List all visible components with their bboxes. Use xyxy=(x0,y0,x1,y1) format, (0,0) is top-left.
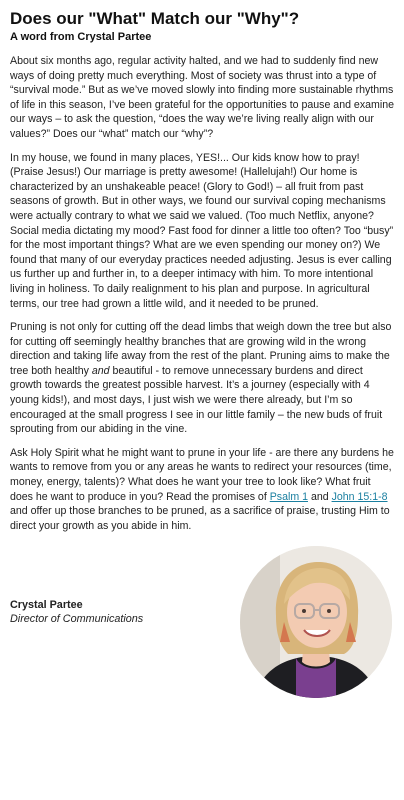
paragraph-3-part-a: Pruning is not only for cutting off the dead limbs that weigh down the tree but also for cutting off seemingly healthy branches that are growing wild in the wrong direction and taking life away from the rest of the plant. Pruning aims to make the tree both healthy xyxy=(10,321,392,377)
paragraph-3-emphasis: and xyxy=(91,364,110,377)
author-signature xyxy=(10,542,394,722)
author-role: Director of Communications xyxy=(10,613,144,626)
article-byline: A word from Crystal Partee xyxy=(10,31,152,43)
paragraph-3 xyxy=(10,320,394,437)
paragraph-4-part-a: Ask Holy Spirit what he might want to prune in your life - are there any burdens he wants to remove from you or any areas he wants to redirect your resources (time, money, energy, talents)? What does he want your tree to look like? What fruit does he want to produce in you? Read the promises of xyxy=(10,446,394,503)
paragraph-4-part-b: and xyxy=(308,490,332,503)
paragraph-4-part-c: and offer up those branches to be pruned, as a sacrifice of praise, trusting Him to direct your growth as you abide in him. xyxy=(10,505,390,532)
author-photo xyxy=(240,546,392,698)
paragraph-4 xyxy=(10,446,394,534)
author-name: Crystal Partee xyxy=(10,599,83,612)
psalm-1-link[interactable]: Psalm 1 xyxy=(269,490,308,503)
author-photo-illustration xyxy=(240,546,392,698)
john-15-link[interactable]: John 15:1-8 xyxy=(331,490,388,503)
article-title: Does our "What" Match our "Why"? xyxy=(10,9,300,28)
paragraph-3-part-b: beautiful - to remove unnecessary burdens and direct growth towards the greatest possible harvest. It’s a journey (especially with 4 young kids!), and most days, I just wish we were there already, but I’m so encouraged at the small progress I see in our little family – the new buds of fruit sprouting from our abiding in the vine. xyxy=(10,364,383,436)
author-info xyxy=(10,598,143,626)
paragraph-1: About six months ago, regular activity halted, and we had to suddenly find new ways of doing pretty much everything. Most of society was thrust into a type of “survival mode.” But as we’ve moved slowly into finding more sustainable rhythms of life in this season, I’ve been grateful for the opportunities to pause and examine our ways – to ask the question, “does the way we’re living really align with our values?” Does our “what” match our “why”? xyxy=(10,55,394,140)
paragraph-2: In my house, we found in many places, YES!... Our kids know how to pray! (Praise Jesus!) Our marriage is pretty awesome! (Hallelujah!) Our home is characterized by an unshakeable peace! (Glory to God!) – all fruit from past seasons of growth. But in other ways, we found our survival coping mechanisms were actually contrary to what we said we valued. (Too much Netflix, anyone? Social media dictating my mood? Fast food for dinner a little too often? Too “busy” for the most important things? What are we even spending our money on?) We found that many of our everyday practices needed adjusting. Jesus is ever calling us further up and further in, to a deeper intimacy with him. To more intentional living in holiness. To daily realignment to his plan and purpose. In agricultural terms, our tree had grown a little wild, and it needed to be pruned. xyxy=(10,151,394,310)
